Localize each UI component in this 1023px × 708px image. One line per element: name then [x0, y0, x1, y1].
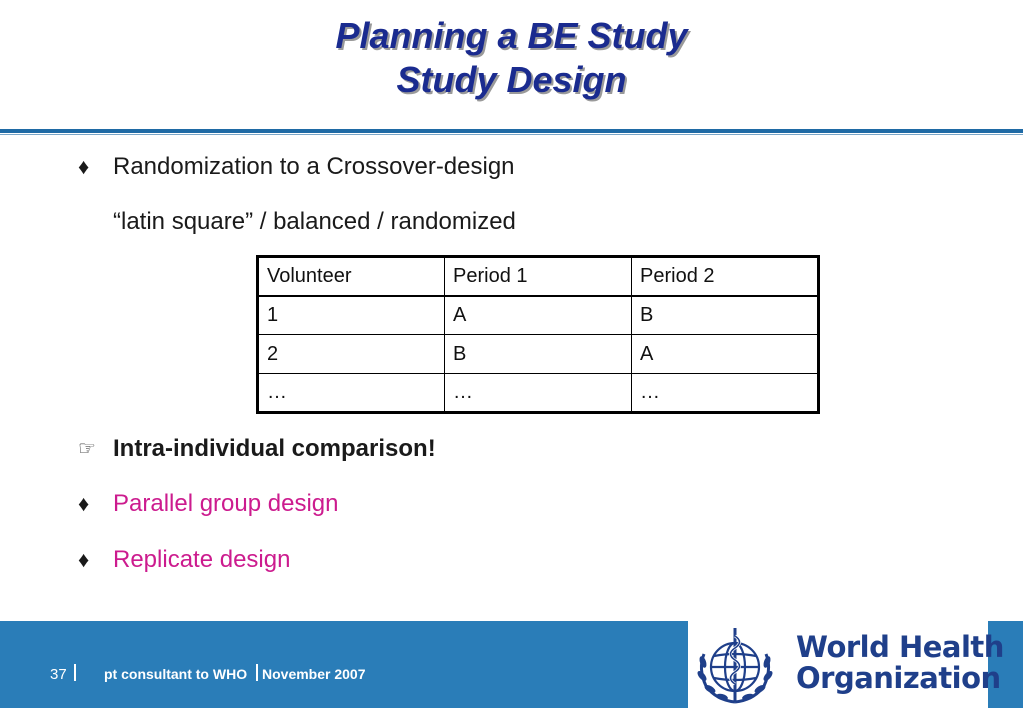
- table-header-cell: Period 2: [632, 257, 819, 296]
- table-header-cell: Volunteer: [258, 257, 445, 296]
- bullet-intra-individual: Intra-individual comparison!: [113, 435, 436, 462]
- slide-title: [0, 14, 1023, 102]
- diamond-bullet-icon: ♦: [78, 154, 90, 179]
- table-cell: …: [632, 374, 819, 413]
- table-cell: A: [632, 335, 819, 374]
- table-cell: A: [445, 296, 632, 335]
- table-row: [258, 335, 819, 374]
- title-divider-thin: [0, 134, 1023, 135]
- table-row: [258, 374, 819, 413]
- footer-presenter: pt consultant to WHO: [104, 666, 248, 682]
- footer-separator: [74, 664, 76, 681]
- table-cell: …: [445, 374, 632, 413]
- table-cell: 1: [258, 296, 445, 335]
- diamond-bullet-icon: ♦: [78, 491, 90, 516]
- slide-title-line1: Planning a BE Study: [335, 15, 688, 56]
- who-emblem-icon: [694, 624, 776, 706]
- table-cell: …: [258, 374, 445, 413]
- who-name-line1: World Health: [796, 630, 1004, 664]
- crossover-table: [256, 255, 820, 414]
- bullet-replicate: Replicate design: [113, 546, 291, 573]
- page-number: 37: [50, 666, 67, 683]
- table-row: [258, 296, 819, 335]
- footer-separator: [256, 664, 258, 681]
- bullet-crossover: Randomization to a Crossover-design: [113, 153, 515, 180]
- who-name-line2: Organization: [796, 661, 1001, 695]
- diamond-bullet-icon: ♦: [78, 547, 90, 572]
- table-header-cell: Period 1: [445, 257, 632, 296]
- pointing-hand-icon: ☞: [78, 438, 96, 460]
- slide-title-line2: Study Design: [396, 59, 627, 100]
- title-divider: [0, 129, 1023, 133]
- bullet-latin-square: “latin square” / balanced / randomized: [113, 208, 516, 235]
- table-cell: B: [632, 296, 819, 335]
- table-cell: 2: [258, 335, 445, 374]
- footer-date: November 2007: [262, 666, 366, 682]
- table-header-row: [258, 257, 819, 296]
- bullet-parallel-group: Parallel group design: [113, 490, 339, 517]
- table-cell: B: [445, 335, 632, 374]
